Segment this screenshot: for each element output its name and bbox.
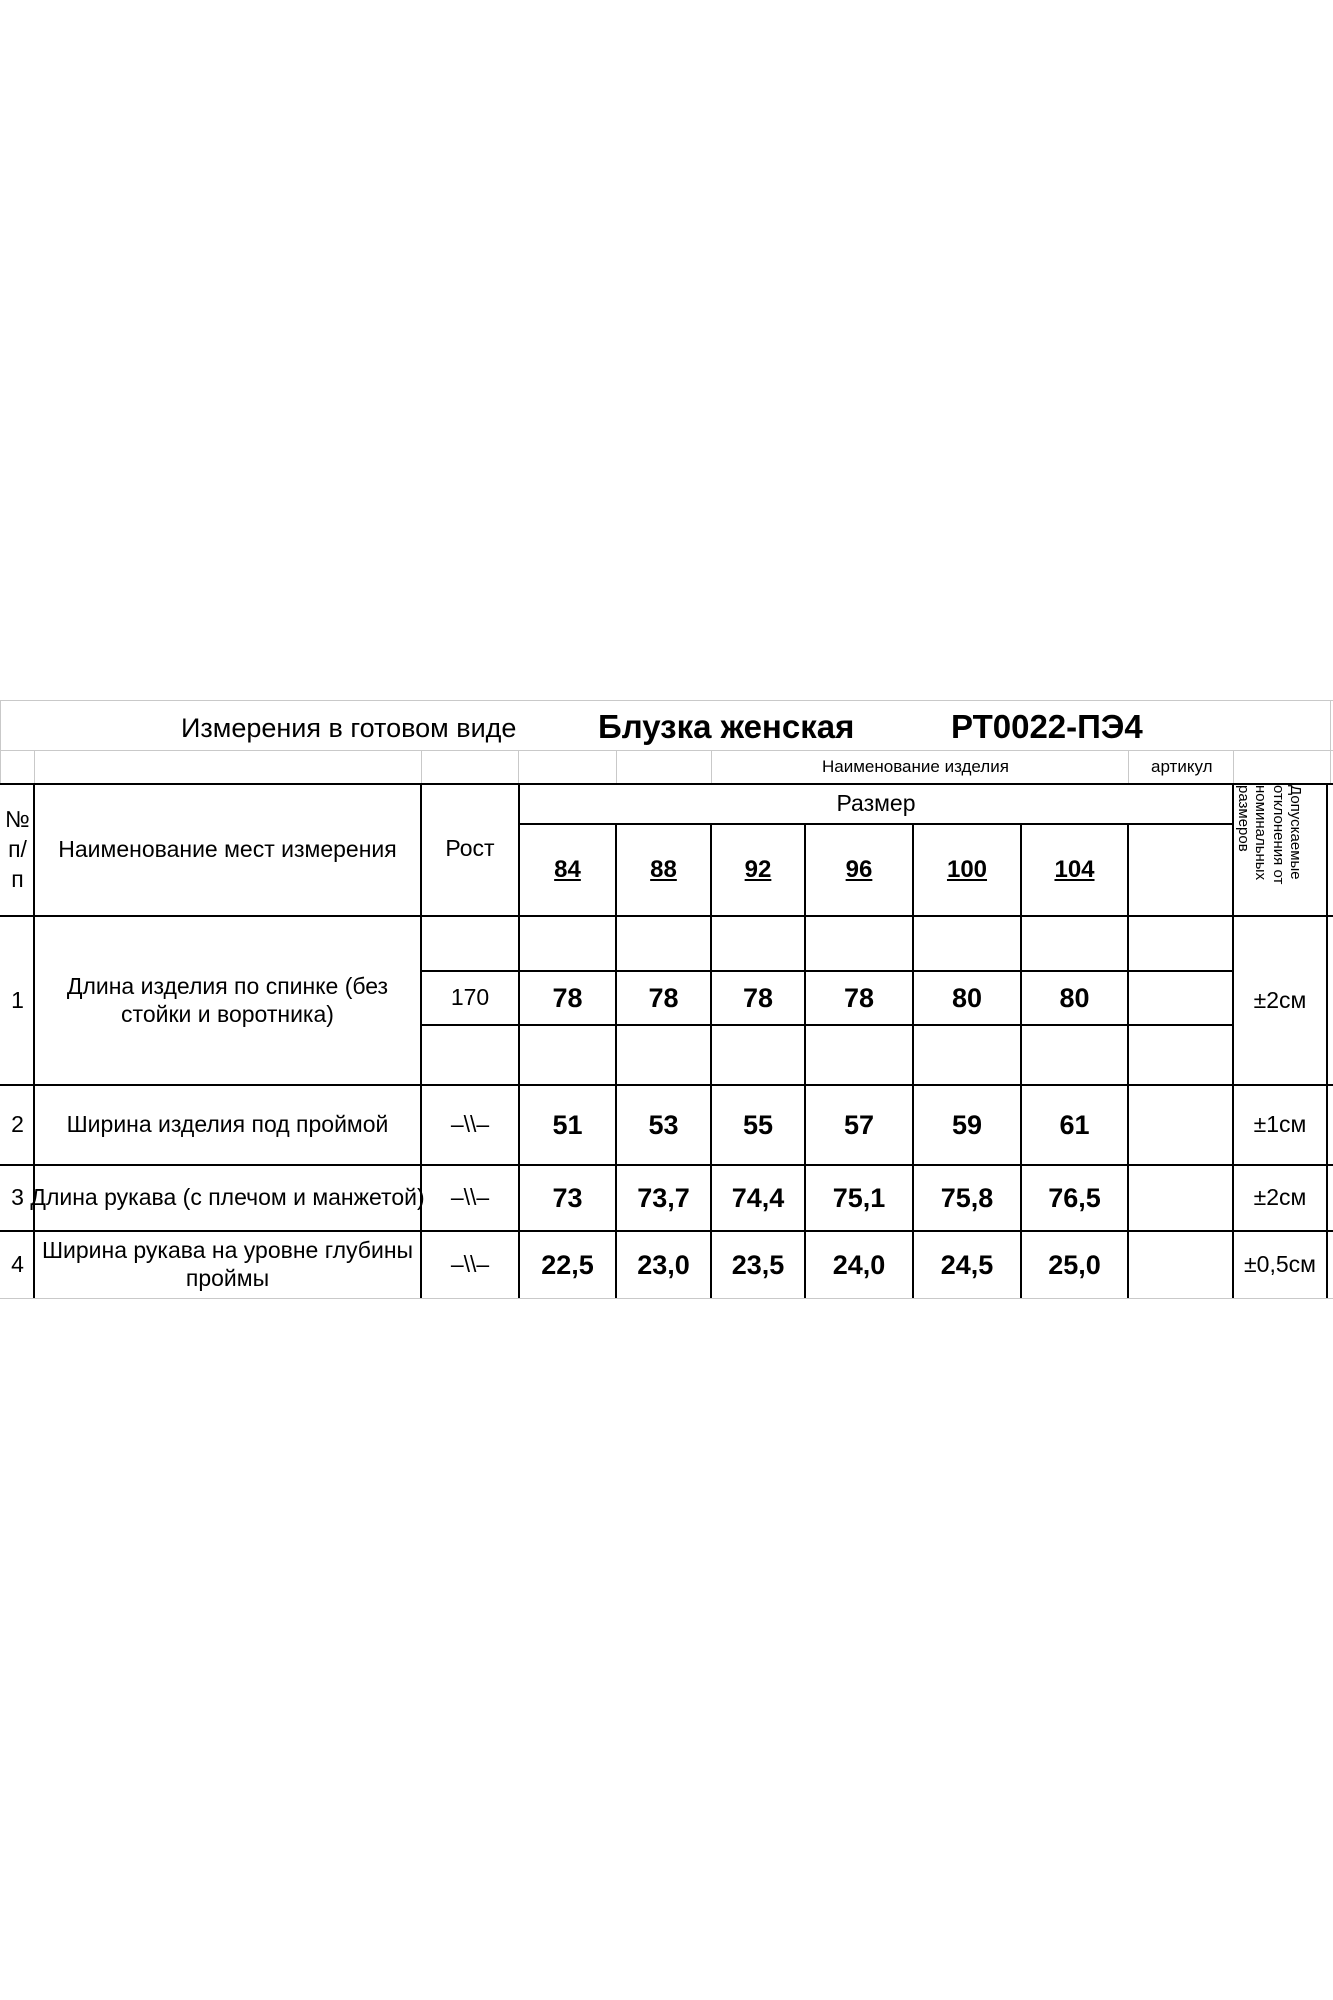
- row-4-number: 4: [11, 1251, 24, 1278]
- grid-line: [34, 750, 35, 784]
- row-1-value-104: 80: [1059, 982, 1090, 1013]
- product-name: Блузка женская: [598, 708, 855, 745]
- row-3-value-104: 76,5: [1048, 1182, 1101, 1213]
- measurements-title: Измерения в готовом виде: [181, 713, 517, 743]
- grid-line: [616, 750, 617, 784]
- row-4-name: Ширина рукава на уровне глубины проймы: [41, 1237, 414, 1291]
- table-border: [421, 1024, 1233, 1026]
- row-4-value-100: 24,5: [940, 1249, 994, 1280]
- size-header-100: 100: [946, 855, 988, 883]
- grid-line: [518, 750, 519, 784]
- row-3-height: –\\–: [450, 1184, 490, 1211]
- size-header-92: 92: [744, 855, 772, 883]
- table-border: [0, 1298, 1333, 1299]
- row-1-value-84: 78: [552, 982, 583, 1013]
- row-4-value-92: 23,5: [731, 1249, 785, 1280]
- size-header-96: 96: [845, 855, 873, 883]
- col-header-tolerance: [1235, 785, 1325, 905]
- size-header-104: 104: [1054, 855, 1095, 883]
- table-border: [1127, 823, 1129, 1298]
- row-4-value-104: 25,0: [1048, 1249, 1101, 1280]
- grid-line: [421, 750, 422, 784]
- row-3-value-88: 73,7: [637, 1182, 690, 1213]
- row-2-value-100: 59: [951, 1109, 983, 1140]
- table-border: [1326, 783, 1328, 1298]
- row-2-name: Ширина изделия под проймой: [66, 1111, 389, 1138]
- grid-line: [1128, 750, 1129, 784]
- row-2-value-92: 55: [742, 1109, 774, 1140]
- row-2-height: –\\–: [450, 1111, 490, 1138]
- row-1-value-96: 78: [843, 982, 875, 1013]
- row-3-name: Длина рукава (с плечом и манжетой): [30, 1184, 425, 1211]
- measurement-sheet: [0, 700, 1333, 1300]
- col-header-size-group: Размер: [836, 790, 916, 817]
- row-2-value-84: 51: [552, 1109, 583, 1140]
- col-header-height: [422, 785, 518, 915]
- product-name-label: Наименование изделия: [822, 757, 1009, 776]
- size-header-88: 88: [650, 855, 677, 883]
- grid-line: [0, 700, 1, 784]
- row-1-value-92: 78: [742, 982, 774, 1013]
- row-2-number: 2: [11, 1111, 24, 1138]
- row-3-value-92: 74,4: [731, 1182, 785, 1213]
- col-header-tolerance-label: Допускаемые отклонения от номинальных размеров: [1235, 785, 1304, 885]
- col-header-measurement-name: Наименование мест измерения: [58, 836, 397, 863]
- grid-line: [1330, 700, 1331, 784]
- row-1-number: 1: [11, 986, 24, 1013]
- grid-line: [0, 700, 1333, 701]
- row-1-name: Длина изделия по спинке (без стойки и воротника): [66, 972, 389, 1027]
- row-4-value-88: 23,0: [637, 1249, 690, 1280]
- row-3-value-96: 75,1: [832, 1182, 886, 1213]
- row-3-value-100: 75,8: [940, 1182, 994, 1213]
- row-4-value-96: 24,0: [832, 1249, 886, 1280]
- col-header-number: № п/ п: [5, 806, 30, 892]
- grid-line: [1233, 750, 1234, 784]
- row-2-value-104: 61: [1059, 1109, 1090, 1140]
- article-number: РТ0022-ПЭ4: [951, 708, 1143, 745]
- row-3-tolerance: ±2см: [1253, 1184, 1307, 1211]
- row-2-tolerance: ±1см: [1253, 1111, 1307, 1138]
- row-1-value-100: 80: [951, 982, 983, 1013]
- grid-line: [711, 750, 712, 784]
- row-2-value-88: 53: [648, 1109, 679, 1140]
- grid-line: [0, 750, 1333, 751]
- col-header-height-label: Рост: [445, 835, 495, 861]
- size-header-84: 84: [554, 855, 581, 883]
- article-label: артикул: [1151, 757, 1213, 776]
- row-4-value-84: 22,5: [541, 1249, 594, 1280]
- row-1-tolerance: ±2см: [1253, 986, 1307, 1013]
- row-4-tolerance: ±0,5см: [1244, 1251, 1316, 1278]
- row-1-height: 170: [450, 984, 490, 1011]
- row-3-number: 3: [11, 1184, 24, 1211]
- row-4-height: –\\–: [450, 1251, 490, 1278]
- row-1-value-88: 78: [648, 982, 679, 1013]
- row-3-value-84: 73: [552, 1182, 583, 1213]
- row-2-value-96: 57: [843, 1109, 875, 1140]
